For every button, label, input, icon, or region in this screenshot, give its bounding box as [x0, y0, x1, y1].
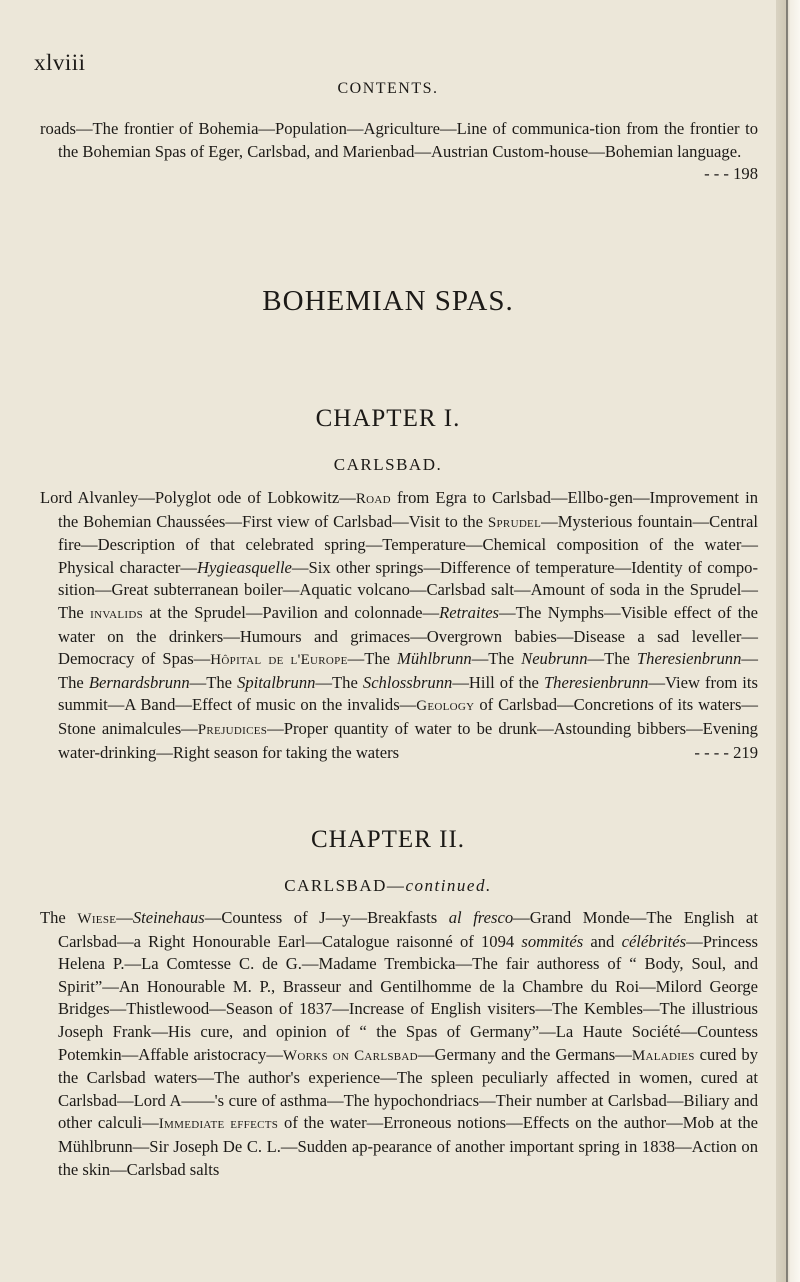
chapter-2-segment: The: [40, 908, 78, 927]
chapter-1-segment: Prejudices: [197, 721, 268, 738]
chapter-1-segment: Theresienbrunn: [636, 649, 742, 669]
chapter-1-heading: CHAPTER I.: [315, 405, 461, 432]
book-title: BOHEMIAN SPAS.: [262, 285, 514, 317]
intro-text: roads—The frontier of Bohemia—Population—Agriculture—Line of communica-tion from the frontier to the Bohemian Spas of Eger, Carlsbad, and Marienbad—Austrian Custom-house—Bohemian language.: [40, 119, 758, 161]
chapter-2-segment: sommités: [521, 931, 584, 951]
chapter-2-segment: Immediate effects: [158, 1116, 279, 1133]
chapter-1-segment: —The: [347, 649, 398, 669]
chapter-1-segment: Spitalbrunn: [237, 672, 316, 692]
chapter-1-segment: Retraites: [439, 602, 500, 622]
chapter-1-segment: —The: [58, 649, 758, 692]
chapter-1-summary: [40, 488, 758, 762]
chapter-1-segment: —The: [315, 672, 363, 692]
chapter-1-segment: —Six other springs—Difference of temperature—Identity of compo-sition—Great subterranean boiler—Aquatic volcano—Carlsbad salt—Amount of soda in the Sprudel—The: [58, 557, 758, 622]
chapter-1-segment: —The: [189, 672, 238, 692]
page-gutter-line: [786, 0, 788, 1282]
chapter-2-heading: CHAPTER II.: [310, 826, 466, 853]
chapter-2-segment: Maladies: [631, 1047, 695, 1064]
chapter-1-segment: —Mysterious fountain—Central fire—Description of that celebrated spring—Temperature—Chemical composition of the water—Physical character—: [58, 511, 758, 577]
chapter-1-segment: Hôpital de l'Europe: [210, 652, 348, 669]
chapter-1-segment: Lord Alvanley—Polyglot ode of Lobkowitz—: [40, 488, 356, 507]
chapter-2-segment: Works on Carlsbad: [282, 1047, 418, 1064]
chapter-1-segment: Neubrunn: [521, 649, 588, 669]
chapter-2-segment: —: [116, 908, 133, 927]
chapter-1-segment: Bernardsbrunn: [88, 672, 190, 692]
chapter-1-segment: —The: [587, 649, 637, 669]
page-numeral: xlviii: [34, 50, 86, 75]
chapter-2-segment: of the water—Erroneous notions—Effects on the author—Mob at the Mühlbrunn—Sir Joseph De C. L.—Sudden ap-pearance of another important spring in 1838—Action on the skin—Carlsbad salts: [58, 1113, 759, 1179]
chapter-2-segment: al fresco: [448, 908, 514, 927]
chapter-1-segment: Schlossbrunn: [362, 672, 453, 692]
chapter-2-segment: Wiese: [77, 911, 117, 927]
chapter-1-segment: —The: [471, 649, 522, 669]
chapter-1-segment: Geology: [416, 698, 475, 715]
chapter-1-page-ref: - - - - 219: [694, 742, 758, 762]
chapter-1-segment: Sprudel: [487, 514, 542, 531]
chapter-1-segment: —Proper quantity of water to be drunk—Astounding bibbers—Evening water-drinking—Right season for taking the waters: [58, 718, 758, 762]
chapter-2-segment: célébrités: [621, 931, 687, 951]
chapter-2-subtitle: [0, 876, 776, 896]
chapter-1-segment: invalids: [90, 605, 144, 622]
chapter-2-subtitle-main: CARLSBAD—: [284, 876, 406, 895]
chapter-2-segment: —Countess of J—y—Breakfasts: [204, 908, 449, 927]
chapter-1-segment: Theresienbrunn: [543, 672, 649, 692]
chapter-1-segment: of Carlsbad—Concretions of its waters—Stone animalcules—: [58, 695, 758, 738]
chapter-1-segment: from Egra to Carlsbad—Ellbo-gen—Improvement in the Bohemian Chaussées—First view of Carlsbad—Visit to the: [58, 488, 758, 531]
chapter-1-segment: —The Nymphs—Visible effect of the water on the drinkers—Humours and grimaces—Overgrown babies—Disease a sad leveller—Democracy of Spas—: [58, 602, 758, 669]
chapter-1-segment: Mühlbrunn: [397, 649, 472, 669]
chapter-1-segment: —View from its summit—A Band—Effect of music on the invalids—: [58, 672, 758, 715]
intro-page-ref: - - - 198: [704, 164, 758, 184]
chapter-1-subtitle: CARLSBAD.: [333, 455, 443, 474]
chapter-2-segment: —Princess Helena P.—La Comtesse C. de G.—Madame Trembicka—The fair authoress of “ Body, Soul, and Spirit”—An Honourable M. P., Brasseur and Gentilhomme de la Chambre du Roi—Milord George Bridges—Thistlewood—Season of 1837—Increase of English visiters—The Kembles—The illustrious Joseph Frank—His cure, and opinion of “ the Spas of Germany”—La Haute Société—Countess Potemkin—Affable aristocracy—: [58, 931, 758, 1064]
chapter-2-segment: —Grand Monde—The English at Carlsbad—a Right Honourable Earl—Catalogue raisonné of 1094: [58, 908, 758, 951]
chapter-2-segment: and: [583, 931, 622, 951]
chapter-2-segment: —Germany and the Germans—: [417, 1044, 632, 1064]
chapter-2-segment: cured by the Carlsbad waters—The author's experience—The spleen peculiarly affected in women, cured at Carlsbad—Lord A——'s cure of asthma—The hypochondriacs—Their number at Carlsbad—Biliary and other calculi—: [58, 1044, 758, 1133]
chapter-2-subtitle-cont: continued.: [405, 876, 492, 895]
chapter-1-contents: [40, 487, 758, 764]
page-edge: [776, 0, 800, 1282]
chapter-1-segment: Road: [355, 491, 391, 507]
chapter-1-segment: Hygieasquelle: [197, 557, 292, 577]
chapter-1-segment: at the Sprudel—Pavilion and colonnade—: [143, 602, 440, 622]
running-title: CONTENTS.: [337, 80, 439, 97]
chapter-2-contents: [40, 907, 758, 1181]
chapter-2-summary: [40, 908, 758, 1179]
chapter-2-segment: Steinehaus: [132, 908, 205, 927]
intro-paragraph: [40, 118, 758, 186]
chapter-1-segment: —Hill of the: [452, 672, 544, 692]
